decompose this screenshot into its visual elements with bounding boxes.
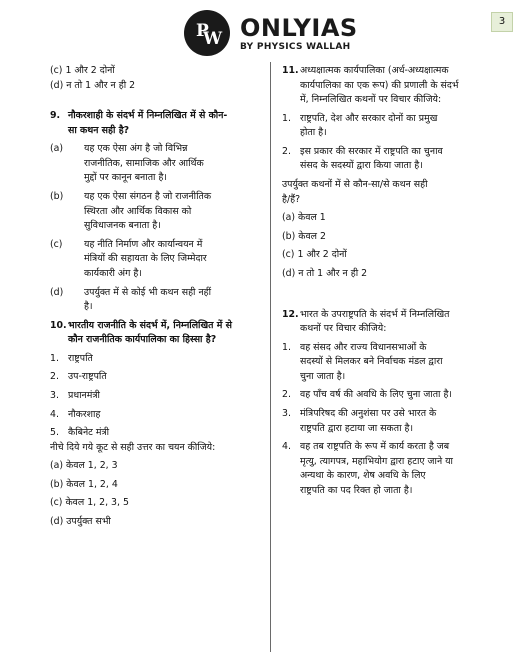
question-text: भारत के उपराष्ट्रपति के संदर्भ में निम्नलिखित [300,308,450,320]
item-text: होता है। [300,127,327,139]
column-divider [270,62,271,652]
item-text: नौकरशाह [68,408,101,420]
item-text: सदस्यों से मिलकर बने निर्वाचक मंडल द्वारा [300,356,443,368]
answer-c: (c) 1 और 2 दोनों [282,249,347,261]
answer-a: (a) केवल 1 [282,212,326,224]
item-number: 3. [282,407,291,419]
list-item [50,408,258,423]
page-number-badge: 3 [491,12,513,32]
item-text: प्रधानमंत्री [68,389,100,401]
prev-option-d: (d) न तो 1 और न ही 2 [50,79,136,91]
option-text: स्थिरता और आर्थिक विकास को [84,205,192,217]
list-item [50,370,258,385]
answer-d: (d) उपर्युक्त सभी [50,516,111,528]
item-text: राष्ट्रपति [68,352,93,364]
left-column [50,64,258,530]
page-header [0,8,519,64]
item-text: वह संसद और राज्य विधानसभाओं के [300,341,427,353]
question-text: कार्यपालिका का एक रूप) की प्रणाली के संदर्भ [300,79,459,91]
answer-b: (b) केवल 1, 2, 4 [50,478,118,490]
option-label: (d) [50,286,64,298]
item-number: 2. [282,145,291,157]
question-text: में, निम्नलिखित कथनों पर विचार कीजिये: [300,94,442,106]
item-text: मृत्यु, त्यागपत्र, महाभियोग द्वारा हटाए जाने या [300,455,453,467]
item-text: चुना जाता है। [300,370,346,382]
item-text: अन्यथा के कारण, शेष अवधि के लिए [300,470,426,482]
list-item [50,426,258,441]
list-item [50,352,258,367]
item-number: 1. [282,112,291,124]
question-text: भारतीय राजनीति के संदर्भ में, निम्नलिखित में से [68,319,232,331]
statement-1 [282,341,478,385]
instruction-text: नीचे दिये गये कूट से सही उत्तर का चयन कीजिये: [50,441,216,453]
question-10 [50,319,258,348]
answer-d: (d) न तो 1 और न ही 2 [282,267,368,279]
option-d [50,286,258,315]
list-item [50,389,258,404]
option-text: मुद्दों पर कानून बनाता है। [84,172,167,184]
item-number: 1. [50,352,59,364]
logo-letter-w: W [203,29,223,49]
question-prompt: है/हैं? [282,193,301,205]
item-number: 4. [50,408,59,420]
statement-2 [282,388,478,403]
question-11 [282,64,478,108]
item-number: 3. [50,389,59,401]
question-text: नौकरशाही के संदर्भ में निम्नलिखित में से कौन- [68,110,228,122]
answer-b: (b) केवल 2 [282,230,326,242]
pw-logo [184,10,230,56]
question-9 [50,109,258,138]
option-label: (c) [50,238,63,250]
question-text: सा कथन सही है? [68,124,130,136]
option-text: मंत्रियों की सहायता के लिए जिम्मेदार [84,253,207,265]
question-text: कौन राजनीतिक कार्यपालिका का हिस्सा है? [68,334,217,346]
statement-2 [282,145,478,174]
statement-1 [282,112,478,141]
item-text: राष्ट्रपति द्वारा हटाया जा सकता है। [300,422,414,434]
option-text: यह नीति निर्माण और कार्यान्वयन में [84,238,203,250]
question-number: 11. [282,65,299,76]
item-text: वह तब राष्ट्रपति के रूप में कार्य करता है जब [300,441,450,453]
item-text: संसद के सदस्यों द्वारा किया जाता है। [300,160,423,172]
option-text: उपर्युक्त में से कोई भी कथन सही नहीं [84,286,212,298]
prev-option-c: (c) 1 और 2 दोनों [50,65,115,76]
item-text: राष्ट्रपति, देश और सरकार दोनों का प्रमुख [300,112,438,124]
answer-c: (c) केवल 1, 2, 3, 5 [50,497,129,509]
item-text: इस प्रकार की सरकार में राष्ट्रपति का चुनाव [300,145,443,157]
brand-name: ONLYIAS [240,14,358,42]
item-number: 5. [50,427,59,439]
question-text: अध्यक्षात्मक कार्यपालिका (अर्ध-अध्यक्षात्मक [300,65,449,76]
option-c [50,238,258,282]
question-number: 9. [50,110,61,122]
item-number: 1. [282,341,291,353]
option-text: यह एक ऐसा अंग है जो विभिन्न [84,143,188,155]
option-label: (a) [50,143,64,155]
brand [240,16,358,52]
item-text: मंत्रिपरिषद की अनुशंसा पर उसे भारत के [300,407,437,419]
right-column [282,64,478,498]
item-text: वह पाँच वर्ष की अवधि के लिए चुना जाता है। [300,389,452,401]
item-number: 2. [50,371,59,383]
option-b [50,190,258,234]
item-text: कैबिनेट मंत्री [68,427,110,439]
item-text: उप-राष्ट्रपति [68,371,107,383]
item-number: 2. [282,389,291,401]
option-text: राजनीतिक, सामाजिक और आर्थिक [84,157,204,169]
option-text: यह एक ऐसा संगठन है जो राजनीतिक [84,191,212,203]
item-number: 4. [282,441,291,453]
logo-letter-p: P [196,21,209,41]
option-text: कार्यकारी अंग है। [84,267,142,279]
item-text: राष्ट्रपति का पद रिक्त हो जाता है। [300,484,413,496]
statement-3 [282,407,478,436]
question-number: 10. [50,319,67,331]
statement-4 [282,440,478,498]
question-number: 12. [282,308,299,320]
option-text: है। [84,301,93,313]
option-a [50,142,258,186]
answer-a: (a) केवल 1, 2, 3 [50,460,118,472]
brand-subtitle: BY PHYSICS WALLAH [240,42,351,52]
question-prompt: उपर्युक्त कथनों में से कौन-सा/से कथन सही [282,179,428,191]
option-text: सुविधाजनक बनाता है। [84,220,161,232]
option-label: (b) [50,191,64,203]
question-text: कथनों पर विचार कीजिये: [300,323,387,335]
question-12 [282,308,478,337]
